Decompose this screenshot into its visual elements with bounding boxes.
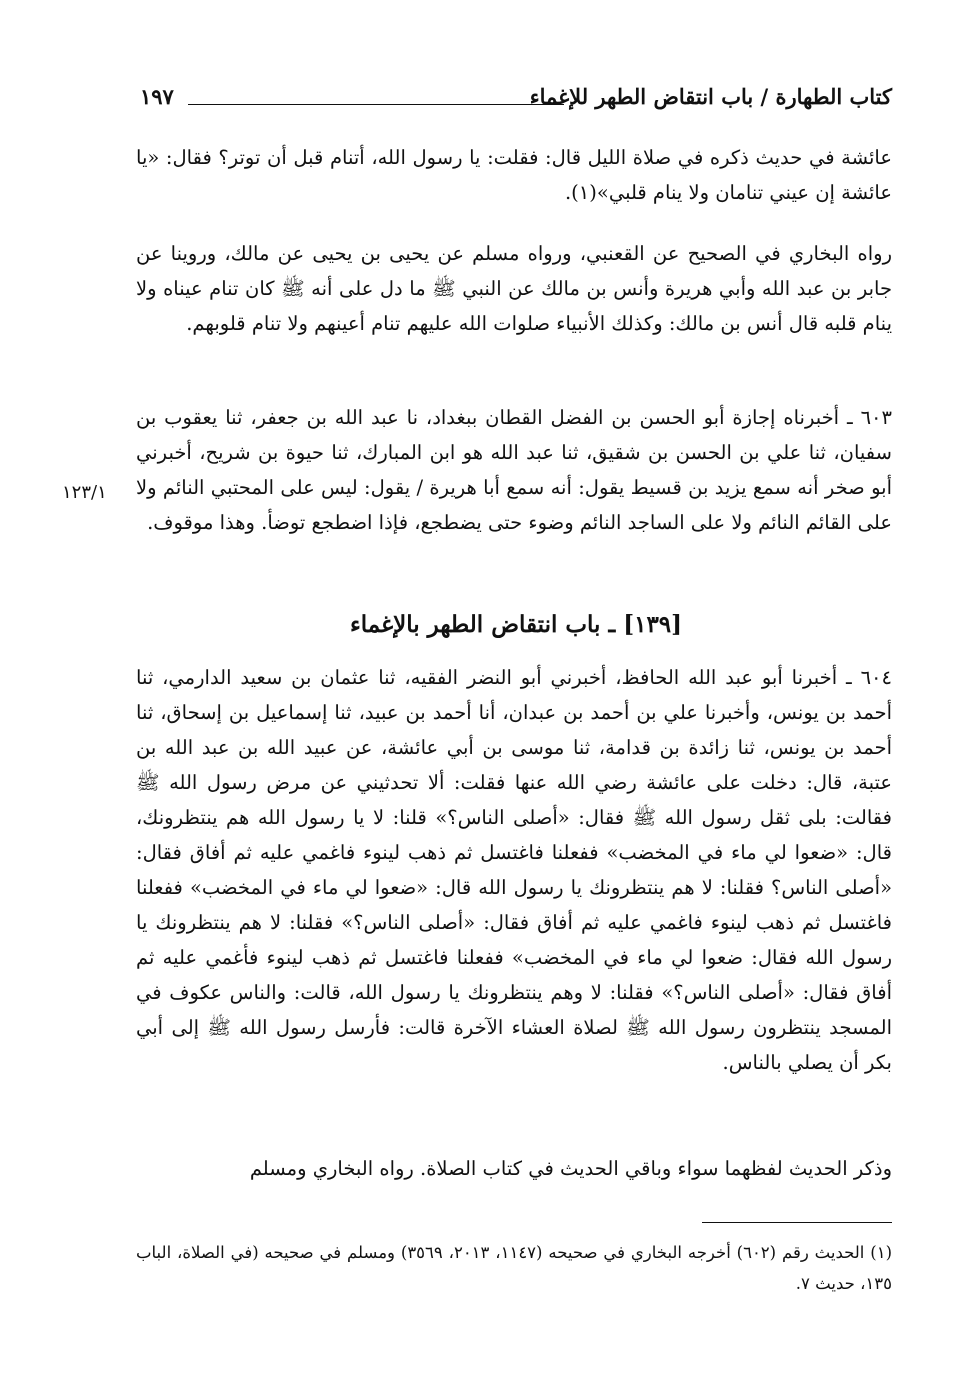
paragraph-text: ٦٠٤ ـ أخبرنا أبو عبد الله الحافظ، أخبرني أبو النضر الفقيه، ثنا عثمان بن سعيد الدارمي، ثنا أحمد بن يونس، وأخبرنا علي بن أحمد بن عبدان، أنا أحمد بن عبيد، ثنا إسماعيل بن إسحاق، ثنا أحمد بن يونس، ثنا زائدة بن قدامة، ثنا موسى بن أبي عائشة، عن عبيد الله بن عبد الله بن عتبة، قال: دخلت على عائشة رضي الله عنها فقلت: ألا تحدثيني عن مرض رسول الله ﷺ فقالت: بلى ثقل رسول الله ﷺ فقال: «أصلى الناس؟» قلنا: لا يا رسول الله هم ينتظرونك، قال: «ضعوا لي ماء في المخضب» ففعلنا فاغتسل ثم ذهب لينوء فاغمي عليه ثم أفاق فقال: «أصلى الناس؟ فقلنا: لا هم ينتظرونك يا رسول الله قال: «ضعوا لي ماء في المخضب» ففعلنا فاغتسل ثم ذهب لينوء فاغمي عليه ثم أفاق فقال: «أصلى الناس؟» فقلنا: لا هم ينتظرونك يا رسول الله فقال: ضعوا لي ماء في المخضب» ففعلنا فاغتسل ثم ذهب لينوء فأغمي عليه ثم أفاق فقال: «أصلى الناس؟» فقلنا: لا وهم ينتظرونك يا رسول الله، قالت: والناس عكوف في المسجد ينتظرون رسول الله ﷺ لصلاة العشاء الآخرة قالت: فأرسل رسول الله ﷺ إلى أبي بكر أن يصلي بالناس.: [136, 666, 892, 1074]
paragraph-text: وذكر الحديث لفظهما سواء وباقي الحديث في كتاب الصلاة. رواه البخاري ومسلم: [249, 1157, 892, 1180]
paragraph-narration: [136, 236, 892, 341]
footnote: (١) الحديث رقم (٦٠٢) أخرجه البخاري في صحيحه (١١٤٧، ٢٠١٣، ٣٥٦٩) ومسلم في صحيحه (في الصلاة، الباب ١٣٥، حديث ٧.: [136, 1243, 892, 1293]
paragraph-text: ٦٠٣ ـ أخبرناه إجازة أبو الحسن بن الفضل القطان ببغداد، نا عبد الله بن جعفر، ثنا يعقوب بن سفيان، ثنا علي بن الحسن بن شقيق، ثنا عبد الله هو ابن المبارك، ثنا حيوة بن شريح، أخبرني أبو صخر أنه سمع يزيد بن قسيط يقول: أنه سمع أبا هريرة / يقول: ليس على المحتبي النائم ولا على القائم النائم ولا على الساجد النائم وضوء حتى يضطجع، فإذا اضطجع توضأ. وهذا موقوف.: [136, 406, 892, 534]
running-header: [140, 82, 892, 122]
header-rule: [188, 104, 564, 105]
hadith-604: [136, 660, 892, 1080]
header-title: كتاب الطهارة / باب انتقاض الطهر للإغماء: [529, 84, 892, 109]
margin-reference: ١٢٣/١: [62, 482, 107, 503]
chapter-heading: [١٣٩] ـ باب انتقاض الطهر بالإغماء: [349, 611, 683, 638]
hadith-603: [136, 400, 892, 540]
page-number: ١٩٧: [140, 84, 174, 109]
paragraph-text: رواه البخاري في الصحيح عن القعنبي، ورواه مسلم عن يحيى بن يحيى عن مالك، وروينا عن جابر بن عبد الله وأبي هريرة وأنس بن مالك عن النبي ﷺ ما دل على أنه ﷺ كان تنام عيناه ولا ينام قلبه قال أنس بن مالك: وكذلك الأنبياء صلوات الله عليهم تنام أعينهم ولا تنام قلوبهم.: [136, 242, 892, 335]
footnote-rule: [702, 1222, 892, 1223]
paragraph-continuation: [136, 140, 892, 210]
paragraph-text: عائشة في حديث ذكره في صلاة الليل قال: فقلت: يا رسول الله، أتنام قبل أن توتر؟ فقال: «يا عائشة إن عيني تنامان ولا ينام قلبي»(١).: [136, 146, 892, 204]
paragraph-closing: [136, 1151, 892, 1186]
